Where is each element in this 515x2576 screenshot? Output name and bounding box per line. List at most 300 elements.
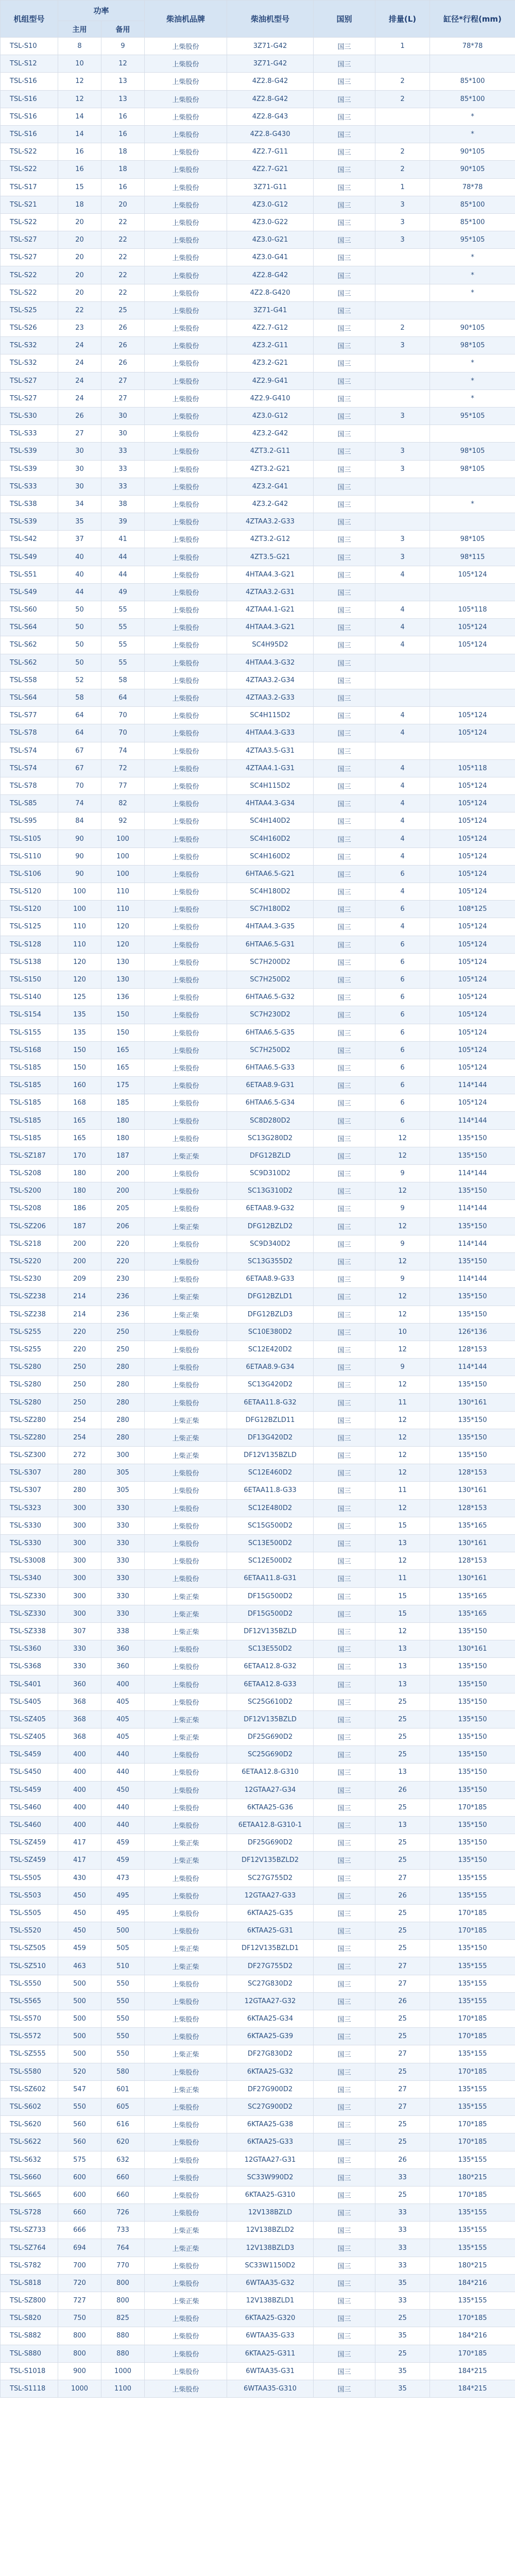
cell-model: TSL-S60 [1,601,58,619]
cell-power-main: 500 [58,1992,101,2010]
cell-bore-stroke: 135*150 [430,1728,515,1746]
cell-displacement: 12 [375,1217,430,1235]
cell-model: TSL-S22 [1,161,58,178]
cell-country: 国三 [314,389,375,407]
cell-country: 国三 [314,2204,375,2222]
cell-engine-model: DF15G500D2 [227,1605,314,1622]
cell-model: TSL-SZ280 [1,1411,58,1429]
cell-bore-stroke: 130*161 [430,1482,515,1499]
cell-displacement: 27 [375,2098,430,2115]
cell-bore-stroke: 170*185 [430,2028,515,2045]
cell-bore-stroke: 135*155 [430,1869,515,1887]
cell-model: TSL-S200 [1,1182,58,1200]
cell-power-main: 560 [58,2116,101,2133]
cell-displacement [375,249,430,266]
cell-engine-model: 12GTAA27-G34 [227,1781,314,1799]
cell-country: 国三 [314,742,375,759]
cell-bore-stroke: * [430,108,515,125]
cell-engine-model: 3Z71-G42 [227,55,314,73]
cell-country: 国三 [314,1605,375,1622]
cell-power-main: 35 [58,513,101,531]
cell-power-main: 110 [58,918,101,936]
cell-engine-model: 6KTAA25-G38 [227,2116,314,2133]
cell-power-main: 24 [58,337,101,354]
cell-power-standby: 405 [101,1728,145,1746]
cell-model: TSL-S25 [1,301,58,319]
cell-brand: 上柴股份 [145,2380,227,2397]
cell-power-main: 400 [58,1764,101,1781]
cell-country: 国三 [314,55,375,73]
cell-bore-stroke: 135*150 [430,1764,515,1781]
cell-bore-stroke: 170*185 [430,2010,515,2028]
cell-bore-stroke: 105*124 [430,777,515,794]
cell-brand: 上柴股份 [145,619,227,636]
cell-model: TSL-SZ733 [1,2222,58,2239]
table-header [1,1,515,38]
cell-displacement: 4 [375,777,430,794]
cell-model: TSL-S16 [1,73,58,90]
cell-model: TSL-S77 [1,707,58,724]
cell-engine-model: SC4H115D2 [227,707,314,724]
cell-bore-stroke: 170*185 [430,2310,515,2327]
cell-brand: 上柴股份 [145,1922,227,1940]
cell-engine-model: 4Z3.0-G41 [227,249,314,266]
cell-power-standby: 74 [101,742,145,759]
cell-displacement: 33 [375,2239,430,2257]
cell-bore-stroke: 90*105 [430,143,515,161]
table-row [1,495,515,513]
cell-country: 国三 [314,284,375,301]
cell-displacement: 12 [375,1306,430,1323]
table-row [1,689,515,706]
cell-power-main: 550 [58,2098,101,2115]
header-country: 国别 [314,1,375,38]
cell-country: 国三 [314,319,375,337]
cell-bore-stroke: 170*185 [430,2063,515,2080]
cell-displacement: 25 [375,1799,430,1816]
cell-brand: 上柴股份 [145,636,227,654]
cell-power-main: 180 [58,1182,101,1200]
cell-model: TSL-S368 [1,1658,58,1675]
cell-power-main: 50 [58,601,101,619]
cell-country: 国三 [314,865,375,883]
cell-brand: 上柴股份 [145,1816,227,1834]
cell-displacement [375,125,430,143]
cell-brand: 上柴股份 [145,231,227,249]
table-row [1,1235,515,1252]
cell-power-main: 58 [58,689,101,706]
table-row [1,2010,515,2028]
table-row [1,1165,515,1182]
cell-power-standby: 30 [101,425,145,443]
cell-displacement: 4 [375,848,430,865]
table-row [1,2098,515,2115]
cell-brand: 上柴股份 [145,38,227,55]
cell-brand: 上柴正柴 [145,1447,227,1464]
cell-country: 国三 [314,1094,375,1112]
cell-bore-stroke: 135*150 [430,1693,515,1710]
cell-model: TSL-S218 [1,1235,58,1252]
cell-brand: 上柴股份 [145,583,227,601]
cell-country: 国三 [314,812,375,830]
cell-engine-model: DF12V135BZLD [227,1447,314,1464]
cell-country: 国三 [314,1200,375,1217]
cell-engine-model: DF13G420D2 [227,1429,314,1446]
cell-power-main: 280 [58,1482,101,1499]
cell-power-standby: 495 [101,1887,145,1904]
cell-power-standby: 120 [101,918,145,936]
cell-brand: 上柴股份 [145,108,227,125]
cell-country: 国三 [314,1077,375,1094]
cell-model: TSL-S16 [1,108,58,125]
cell-power-main: 64 [58,724,101,742]
cell-bore-stroke: 98*105 [430,460,515,478]
cell-displacement: 15 [375,1517,430,1534]
cell-model: TSL-S22 [1,143,58,161]
cell-power-main: 280 [58,1464,101,1482]
cell-brand: 上柴正柴 [145,1940,227,1957]
cell-country: 国三 [314,1799,375,1816]
cell-power-main: 300 [58,1570,101,1587]
cell-brand: 上柴股份 [145,2063,227,2080]
cell-engine-model: 6ETAA12.8-G32 [227,1658,314,1675]
cell-engine-model: SC7H230D2 [227,1006,314,1024]
cell-displacement: 25 [375,1746,430,1764]
table-row [1,1658,515,1675]
cell-displacement: 26 [375,1992,430,2010]
cell-displacement: 1 [375,178,430,196]
cell-engine-model: 6KTAA25-G310 [227,2186,314,2204]
cell-engine-model: DFG12BZLD1 [227,1288,314,1306]
cell-country: 国三 [314,1041,375,1059]
cell-power-main: 417 [58,1834,101,1852]
cell-model: TSL-S632 [1,2151,58,2168]
cell-power-standby: 55 [101,619,145,636]
cell-displacement: 6 [375,1077,430,1094]
cell-power-main: 30 [58,478,101,495]
table-row [1,1376,515,1394]
cell-brand: 上柴正柴 [145,1622,227,1640]
cell-bore-stroke: 90*105 [430,319,515,337]
cell-displacement [375,583,430,601]
cell-power-standby: 550 [101,2028,145,2045]
table-row [1,918,515,936]
cell-power-standby: 72 [101,759,145,777]
cell-model: TSL-S10 [1,38,58,55]
cell-model: TSL-S154 [1,1006,58,1024]
table-row [1,2080,515,2098]
cell-country: 国三 [314,1816,375,1834]
cell-power-main: 26 [58,407,101,425]
cell-displacement: 27 [375,2080,430,2098]
cell-engine-model: 4Z3.2-G41 [227,478,314,495]
cell-displacement: 33 [375,2168,430,2186]
cell-power-standby: 22 [101,231,145,249]
table-row [1,2186,515,2204]
cell-power-standby: 280 [101,1359,145,1376]
cell-power-main: 300 [58,1605,101,1622]
cell-brand: 上柴股份 [145,389,227,407]
cell-brand: 上柴正柴 [145,1288,227,1306]
cell-power-main: 67 [58,742,101,759]
cell-engine-model: SC27G755D2 [227,1869,314,1887]
cell-power-standby: 27 [101,389,145,407]
cell-bore-stroke: 128*153 [430,1552,515,1570]
cell-power-standby: 130 [101,971,145,988]
cell-engine-model: 6ETAA11.8-G33 [227,1482,314,1499]
table-row [1,2028,515,2045]
cell-power-main: 20 [58,213,101,231]
cell-power-main: 30 [58,460,101,478]
cell-model: TSL-S255 [1,1323,58,1341]
cell-brand: 上柴股份 [145,759,227,777]
cell-power-standby: 165 [101,1059,145,1076]
cell-bore-stroke: 105*124 [430,707,515,724]
table-row [1,460,515,478]
cell-displacement: 27 [375,2045,430,2063]
cell-bore-stroke [430,55,515,73]
cell-model: TSL-S185 [1,1129,58,1147]
cell-brand: 上柴正柴 [145,2045,227,2063]
cell-power-main: 18 [58,196,101,213]
cell-power-main: 40 [58,566,101,583]
cell-country: 国三 [314,830,375,848]
table-row [1,108,515,125]
cell-displacement: 33 [375,2204,430,2222]
cell-power-main: 150 [58,1059,101,1076]
cell-bore-stroke: * [430,389,515,407]
cell-bore-stroke: 135*150 [430,1675,515,1693]
table-row [1,566,515,583]
cell-bore-stroke: 135*155 [430,1957,515,1975]
cell-country: 国三 [314,2133,375,2151]
cell-displacement: 25 [375,2028,430,2045]
cell-bore-stroke: 98*105 [430,531,515,548]
cell-engine-model: 4HTAA4.3-G34 [227,795,314,812]
cell-model: TSL-S185 [1,1112,58,1129]
table-row [1,1147,515,1164]
table-row [1,654,515,671]
table-row [1,1640,515,1658]
cell-engine-model: DF12V135BZLD [227,1622,314,1640]
cell-model: TSL-S140 [1,989,58,1006]
cell-displacement: 2 [375,73,430,90]
cell-engine-model: SC9D340D2 [227,1235,314,1252]
table-row [1,1447,515,1464]
cell-model: TSL-S1018 [1,2362,58,2380]
cell-displacement: 26 [375,2151,430,2168]
table-row [1,2292,515,2310]
cell-country: 国三 [314,1306,375,1323]
cell-engine-model: SC15G500D2 [227,1517,314,1534]
cell-displacement: 13 [375,1764,430,1781]
table-row [1,266,515,284]
cell-country: 国三 [314,1464,375,1482]
cell-displacement: 9 [375,1235,430,1252]
cell-engine-model: 12V138BZLD2 [227,2222,314,2239]
cell-power-standby: 300 [101,1447,145,1464]
cell-bore-stroke: 114*144 [430,1112,515,1129]
cell-bore-stroke: 95*105 [430,231,515,249]
cell-power-standby: 764 [101,2239,145,2257]
cell-model: TSL-S22 [1,266,58,284]
cell-model: TSL-S820 [1,2310,58,2327]
cell-displacement: 4 [375,566,430,583]
cell-displacement: 2 [375,90,430,108]
cell-power-main: 272 [58,1447,101,1464]
cell-power-main: 300 [58,1517,101,1534]
table-row [1,2362,515,2380]
cell-engine-model: 4HTAA4.3-G21 [227,619,314,636]
cell-bore-stroke: 135*155 [430,2204,515,2222]
table-row [1,883,515,901]
cell-engine-model: 6KTAA25-G35 [227,1904,314,1922]
cell-country: 国三 [314,513,375,531]
cell-displacement: 12 [375,1182,430,1200]
cell-brand: 上柴股份 [145,1534,227,1552]
cell-model: TSL-SZ459 [1,1852,58,1869]
cell-country: 国三 [314,901,375,918]
cell-power-standby: 92 [101,812,145,830]
cell-power-standby: 800 [101,2292,145,2310]
cell-power-standby: 136 [101,989,145,1006]
cell-power-main: 16 [58,161,101,178]
cell-engine-model: 6HTAA6.5-G33 [227,1059,314,1076]
cell-bore-stroke: 135*155 [430,2151,515,2168]
cell-displacement: 11 [375,1482,430,1499]
cell-model: TSL-S460 [1,1816,58,1834]
cell-power-standby: 601 [101,2080,145,2098]
cell-country: 国三 [314,1693,375,1710]
cell-country: 国三 [314,2239,375,2257]
cell-model: TSL-S307 [1,1464,58,1482]
cell-engine-model: SC7H200D2 [227,953,314,971]
cell-power-main: 168 [58,1094,101,1112]
cell-engine-model: DF27G900D2 [227,2080,314,2098]
cell-model: TSL-S78 [1,724,58,742]
cell-displacement: 3 [375,531,430,548]
cell-power-main: 120 [58,953,101,971]
cell-model: TSL-S565 [1,1992,58,2010]
table-row [1,38,515,55]
table-row [1,619,515,636]
cell-displacement [375,513,430,531]
cell-brand: 上柴股份 [145,143,227,161]
cell-engine-model: DFG12BZLD2 [227,1217,314,1235]
cell-brand: 上柴股份 [145,1200,227,1217]
cell-displacement: 25 [375,1834,430,1852]
cell-country: 国三 [314,90,375,108]
table-row [1,1887,515,1904]
table-row [1,178,515,196]
cell-power-standby: 110 [101,901,145,918]
cell-engine-model: SC4H95D2 [227,636,314,654]
cell-model: TSL-S330 [1,1534,58,1552]
cell-engine-model: 6KTAA25-G31 [227,1922,314,1940]
cell-power-standby: 880 [101,2345,145,2362]
cell-bore-stroke: 135*150 [430,1252,515,1270]
cell-power-standby: 26 [101,337,145,354]
cell-displacement: 12 [375,1147,430,1164]
cell-power-standby: 18 [101,161,145,178]
cell-power-main: 125 [58,989,101,1006]
cell-power-main: 165 [58,1129,101,1147]
cell-bore-stroke: 135*150 [430,1622,515,1640]
cell-power-main: 214 [58,1306,101,1323]
cell-model: TSL-S155 [1,1024,58,1041]
cell-power-standby: 26 [101,354,145,372]
cell-power-main: 575 [58,2151,101,2168]
cell-country: 国三 [314,1323,375,1341]
cell-engine-model: DFG12BZLD11 [227,1411,314,1429]
cell-country: 国三 [314,337,375,354]
cell-power-standby: 360 [101,1640,145,1658]
cell-country: 国三 [314,495,375,513]
cell-power-standby: 16 [101,178,145,196]
cell-country: 国三 [314,1006,375,1024]
cell-engine-model: DFG12BZLD [227,1147,314,1164]
cell-power-main: 186 [58,1200,101,1217]
cell-engine-model: DF12V135BZLD [227,1710,314,1728]
cell-country: 国三 [314,372,375,389]
table-row [1,319,515,337]
cell-bore-stroke: 105*118 [430,601,515,619]
cell-bore-stroke: 105*124 [430,812,515,830]
cell-model: TSL-SZ505 [1,1940,58,1957]
cell-country: 国三 [314,425,375,443]
cell-country: 国三 [314,2327,375,2345]
cell-engine-model: SC10E380D2 [227,1323,314,1341]
cell-bore-stroke: 98*105 [430,443,515,460]
cell-displacement: 4 [375,636,430,654]
cell-power-standby: 12 [101,55,145,73]
cell-bore-stroke: 128*153 [430,1499,515,1517]
cell-country: 国三 [314,213,375,231]
cell-model: TSL-SZ602 [1,2080,58,2098]
cell-model: TSL-SZ206 [1,1217,58,1235]
table-row [1,724,515,742]
cell-engine-model: DFG12BZLD3 [227,1306,314,1323]
cell-country: 国三 [314,354,375,372]
cell-engine-model: SC4H115D2 [227,777,314,794]
cell-engine-model: 4ZTAA4.1-G21 [227,601,314,619]
cell-country: 国三 [314,777,375,794]
cell-brand: 上柴股份 [145,1006,227,1024]
cell-power-standby: 205 [101,1200,145,1217]
cell-bore-stroke: 135*150 [430,1852,515,1869]
cell-power-main: 100 [58,883,101,901]
cell-country: 国三 [314,689,375,706]
cell-country: 国三 [314,1992,375,2010]
cell-engine-model: 4HTAA4.3-G21 [227,566,314,583]
cell-bore-stroke: 85*100 [430,196,515,213]
cell-engine-model: 4Z2.7-G21 [227,161,314,178]
cell-brand: 上柴正柴 [145,2239,227,2257]
cell-power-standby: 70 [101,707,145,724]
table-row [1,284,515,301]
cell-engine-model: SC33W1150D2 [227,2257,314,2274]
cell-power-standby: 39 [101,513,145,531]
cell-country: 国三 [314,1165,375,1182]
cell-power-main: 209 [58,1270,101,1288]
cell-bore-stroke: 135*155 [430,2045,515,2063]
cell-engine-model: 4HTAA4.3-G33 [227,724,314,742]
cell-displacement: 12 [375,1447,430,1464]
cell-power-standby: 22 [101,213,145,231]
cell-power-standby: 180 [101,1112,145,1129]
cell-model: TSL-SZ238 [1,1306,58,1323]
cell-country: 国三 [314,1746,375,1764]
